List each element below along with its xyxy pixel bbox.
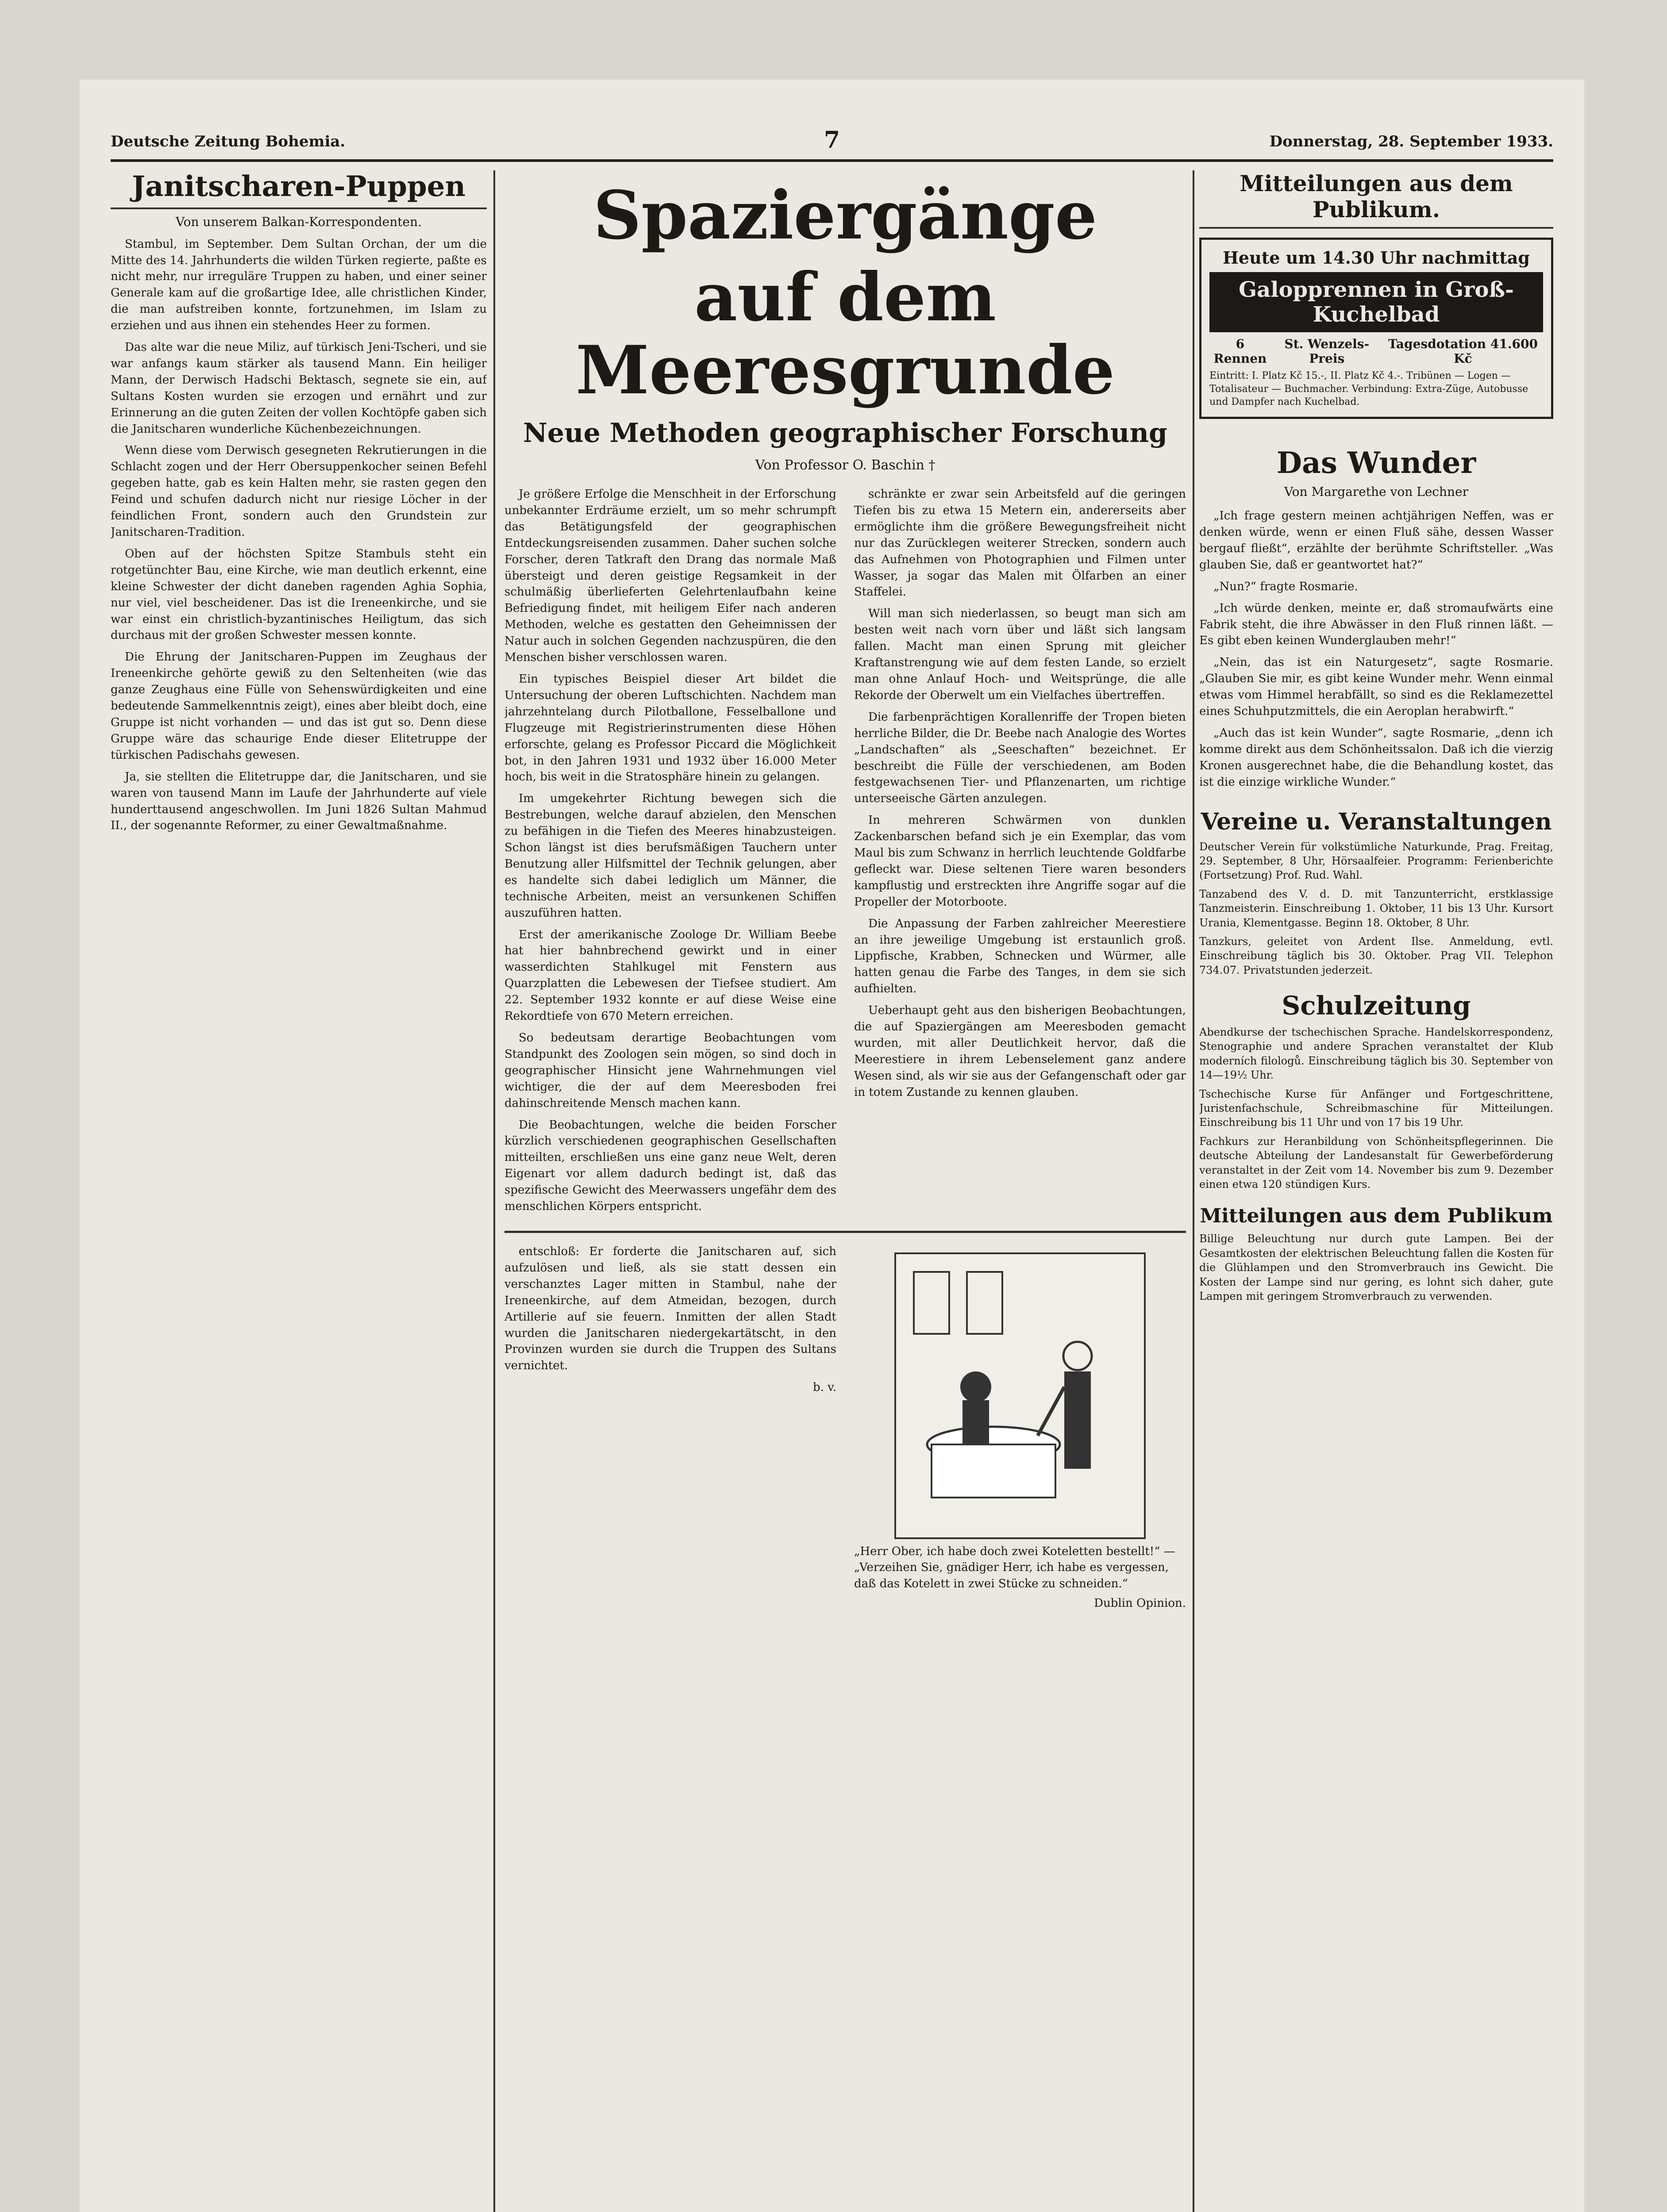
cartoon-block bbox=[854, 1244, 1186, 1612]
column-meeresgrund bbox=[504, 170, 1186, 2212]
listing-item: Tanzabend des V. d. D. mit Tanzunterricht, erstklassige Tanzmeisterin. Einschreibung 1. Oktober, 11 bis 13 Uhr. Kursort Urania, Klementgasse. Beginn 18. Oktober, 8 Uhr. bbox=[1199, 887, 1553, 929]
vereine-title: Vereine u. Veranstaltungen bbox=[1201, 808, 1552, 835]
article-paragraph: schränkte er zwar sein Arbeitsfeld auf die geringen Tiefen bis zu etwa 15 Metern ein, andererseits aber ermöglichte ihm die größere Bewegungsfreiheit nicht nur das Zurücklegen weiterer Strecken, sondern auch das Aufnehmen von Photographien und Filmen unter Wasser, ja sogar das Malen mit Ölfarben an einer Staffelei. bbox=[854, 488, 1186, 599]
meeresgrund-body bbox=[504, 486, 1186, 1220]
article-paragraph: Die Anpassung der Farben zahlreicher Meerestiere an ihre jeweilige Umgebung ist erstaunlich groß. Lippfische, Krabben, Schnecken und Würmer, alle hatten genau die Farbe des Tanges, in dem sie sich aufhielten. bbox=[854, 917, 1186, 996]
paper-name: Deutsche Zeitung Bohemia. bbox=[111, 133, 346, 150]
meeresgrund-title-line1: Spaziergänge bbox=[593, 177, 1097, 254]
article-paragraph: Die Ehrung der Janitscharen-Puppen im Zeughaus der Ireneenkirche gehörte gewiß zu den Seltenheiten (wie das ganze Zeughaus eine Fülle von Sehenswürdigkeiten und eine bedeutende Sammelkenntnis zeigt), eines aber bleibt doch, eine Gruppe ist nicht vorhanden — und das ist gut so. Denn diese Gruppe wäre das schaurige Ende dieser Elitetruppe der türkischen Padischahs gewesen. bbox=[111, 650, 487, 762]
meeresgrund-title-line2: auf dem Meeresgrunde bbox=[575, 258, 1115, 409]
wunder-byline: Von Margarethe von Lechner bbox=[1284, 484, 1468, 499]
article-paragraph: Je größere Erfolge die Menschheit in der Erforschung unbekannter Erdräume erzielt, um so mehr schrumpft das Betätigungsfeld der geographischen Entdeckungsreisenden zusammen. Daher suchen solche Forscher, deren Tatkraft den Drang das normale Maß übersteigt und deren geistige Regsamkeit in der schulmäßig überlieferten Gelehrtenlaufbahn keine Befriedigung findet, mit heiligem Eifer nach anderen Methoden, welche es gestatten den Geheimnissen der Natur auch in solchen Gegenden nachzuspüren, die den Menschen bisher verschlossen waren. bbox=[504, 488, 836, 664]
ad-small-print: Eintritt: I. Platz Kč 15.-, II. Platz Kč 4.-. Tribünen — Logen — Totalisateur — Buchmacher. Verbindung: Extra-Züge, Autobusse und Dampfer nach Kuchelbad. bbox=[1209, 370, 1528, 408]
issue-date: Donnerstag, 28. September 1933. bbox=[1269, 133, 1553, 150]
janitscharen-headline: Janitscharen-Puppen bbox=[111, 170, 487, 209]
column-divider bbox=[1193, 170, 1194, 2212]
publikum-header: Mitteilungen aus dem Publikum. bbox=[1199, 170, 1553, 229]
article-paragraph: „Ich frage gestern meinen achtjährigen Neffen, was er denken würde, wenn er einen Fluß sähe, dessen Wasser bergauf fließt“, erzählte der berühmte Schriftsteller. „Was glauben Sie, daß er geantwortet hat?“ bbox=[1199, 509, 1553, 572]
article-paragraph: entschloß: Er forderte die Janitscharen auf, sich aufzulösen und ließ, als sie statt dessen ein verschanztes Lager mitten in Stambul, nahe der Ireneenkirche, auf dem Atmeidan, bezogen, durch Artillerie auf sie feuern. Inmitten der allen Stadt wurden die Janitscharen niedergekartätscht, in den Provinzen wurden sie durch die Truppen des Sultans vernichtet. bbox=[504, 1244, 836, 1373]
article-paragraph: „Nein, das ist ein Naturgesetz“, sagte Rosmarie. „Glauben Sie mir, es gibt keine Wunder mehr. Wenn einmal etwas vom Himmel herabfällt, so sind es die Reklamezettel eines Schuhputzmittels, die ein Aeroplan herabwirft.“ bbox=[1199, 656, 1553, 718]
listing-item: Fachkurs zur Heranbildung von Schönheitspflegerinnen. Die deutsche Abteilung der Landesanstalt für Gewerbeförderung veranstaltet in der Zeit vom 14. November bis zum 9. Dezember einen etwa 120 stündigen Kurs. bbox=[1199, 1135, 1553, 1190]
schul-title: Schulzeitung bbox=[1282, 991, 1471, 1021]
article-paragraph: Das alte war die neue Miliz, auf türkisch Jeni-Tscheri, und sie war anfangs kaum stärker als tausend Mann. Ein heiliger Mann, der Derwisch Hadschi Bektasch, segnete sie ein, auf Sultans Kosten wurden sie erzogen und ernährt und zur Erinnerung an die guten Zeiten der vollen Kochtöpfe gaben sich die Janitscharen wunderliche Küchenbezeichnungen. bbox=[111, 341, 487, 436]
ad-rennen: 6 Rennen bbox=[1213, 337, 1267, 366]
page-number: 7 bbox=[824, 127, 840, 154]
article-paragraph: „Ich würde denken, meinte er, daß stromaufwärts eine Fabrik steht, die ihre Abwässer in den Fluß rinnen läßt. — Es gibt eben keinen Wunderglauben mehr!“ bbox=[1199, 601, 1553, 648]
listing-item: Tanzkurs, geleitet von Ardent Ilse. Anmeldung, evtl. Einschreibung täglich bis 30. Oktober. Prag VII. Telephon 734.07. Privatstunden jederzeit. bbox=[1199, 935, 1553, 976]
page-header bbox=[111, 124, 1553, 162]
race-advertisement bbox=[1199, 238, 1553, 419]
cartoon-caption: „Herr Ober, ich habe doch zwei Koteletten bestellt!“ — „Verzeihen Sie, gnädiger Herr, ich habe es vergessen, daß das Kotelett in zwei Stücke zu schneiden.“ bbox=[854, 1544, 1175, 1590]
article-paragraph: Ueberhaupt geht aus den bisherigen Beobachtungen, die auf Spaziergängen am Meeresboden gemacht wurden, mit aller Deutlichkeit hervor, daß die Meerestiere in ihrem Lebenselement ganz andere Wesen sind, als wir sie aus der Gefangenschaft oder gar in totem Zustande zu kennen glauben. bbox=[854, 1004, 1186, 1099]
publikum-title: Mitteilungen aus dem Publikum bbox=[1200, 1205, 1553, 1228]
column-divider bbox=[493, 170, 495, 2212]
listing-item: Tschechische Kurse für Anfänger und Fortgeschrittene, Juristenfachschule, Schreibmaschine für Mitteilungen. Einschreibung bis 11 Uhr und von 17 bis 19 Uhr. bbox=[1199, 1087, 1553, 1129]
meeresgrund-byline: Von Professor O. Baschin † bbox=[755, 457, 936, 473]
column-right bbox=[1199, 170, 1553, 2212]
article-paragraph: Will man sich niederlassen, so beugt man sich am besten weit nach vorn über und läßt sich langsam fallen. Macht man einen Sprung mit gleicher Kraftanstrengung wie auf dem festen Lande, so erzielt man ohne Anlauf Hoch- und Weitsprünge, die alle Rekorde der Oberwelt um ein Vielfaches übertreffen. bbox=[854, 607, 1186, 702]
janitscharen-byline: Von unserem Balkan-Korrespondenten. bbox=[175, 214, 422, 229]
article-paragraph: „Nun?“ fragte Rosmarie. bbox=[1213, 580, 1358, 593]
article-paragraph: Die farbenprächtigen Korallenriffe der Tropen bieten herrliche Bilder, die Dr. Beebe nach Analogie des Wortes „Landschaften“ als „Seeschaften“ bezeichnet. Er beschreibt die Fülle der verschiedenen, am Boden festgewachsenen Tier- und Pflanzenarten, um richtige unterseeische Gärten anzulegen. bbox=[854, 710, 1186, 806]
article-paragraph: Stambul, im September. Dem Sultan Orchan, der um die Mitte des 14. Jahrhunderts die wilden Türken regierte, paßte es nicht mehr, nur irreguläre Truppen zu haben, und einer seiner Generale kam auf die großartige Idee, alle christlichen Kinder, die man aufstreiben konnte, fortzunehmen, im Islam zu erziehen und aus ihnen ein stehendes Heer zu formen. bbox=[111, 237, 487, 333]
cartoon-source: Dublin Opinion. bbox=[1094, 1597, 1186, 1610]
listing-item: Abendkurse der tschechischen Sprache. Handelskorrespondenz, Stenographie und andere Sprachen veranstaltet der Klub moderních filologů. Einschreibung täglich bis 30. September von 14—19½ Uhr. bbox=[1199, 1026, 1553, 1082]
ad-details bbox=[1209, 337, 1543, 366]
ad-total: Tagesdotation 41.600 Kč bbox=[1388, 337, 1538, 366]
article-paragraph: Die Beobachtungen, welche die beiden Forscher kürzlich verschiedenen geographischen Gesellschaften mitteilten, erschließen uns eine ganz neue Welt, deren Eigenart vor allem dadurch bedingt ist, daß das spezifische Gewicht des Meerwassers ungefähr dem des menschlichen Körpers entspricht. bbox=[504, 1118, 836, 1214]
cartoon-image bbox=[894, 1252, 1146, 1539]
article-paragraph: Erst der amerikanische Zoologe Dr. William Beebe hat hier bahnbrechend gewirkt und in einer wasserdichten Stahlkugel mit Fenstern aus Quarzplatten die Lebewesen der Tiefsee studiert. Am 22. September 1932 konnte er auf diese Weise eine Rekordtiefe von 670 Metern erreichen. bbox=[504, 928, 836, 1023]
article-paragraph: So bedeutsam derartige Beobachtungen vom Standpunkt des Zoologen sein mögen, so sind doch in geographischer Hinsicht jene Wahrnehmungen viel wichtiger, die der auf dem Meeresboden frei dahinschreitende Mensch machen kann. bbox=[504, 1031, 836, 1110]
article-paragraph: Ja, sie stellten die Elitetruppe dar, die Janitscharen, und sie waren von tausend Mann im Laufe der Jahrhunderte auf viele hunderttausend angeschwollen. Im Juni 1826 Sultan Mahmud II., der sogenannte Reformer, zu einer Gewaltmaßnahme. bbox=[111, 770, 487, 833]
article-paragraph: In mehreren Schwärmen von dunklen Zackenbarschen befand sich je ein Exemplar, das vom Maul bis zum Schwanz in herrlich leuchtende Goldfarbe gefleckt war. Diese seltenen Tiere waren besonders kampflustig und erstreckten ihre Angriffe sogar auf die Propeller der Motorboote. bbox=[854, 814, 1186, 909]
article-paragraph: „Auch das ist kein Wunder“, sagte Rosmarie, „denn ich komme direkt aus dem Schönheitssalon. Daß ich die vierzig Kronen ausgerechnet habe, die die Behandlung kostet, das ist die einzige wirkliche Wunder.“ bbox=[1199, 726, 1553, 789]
lower-section bbox=[504, 1244, 1186, 1612]
meeresgrund-subtitle: Neue Methoden geographischer Forschung bbox=[523, 418, 1167, 449]
janitscharen-continuation bbox=[504, 1244, 836, 1612]
article-signature: b. v. bbox=[812, 1381, 836, 1394]
meeresgrund-right-column bbox=[854, 486, 1186, 1220]
article-paragraph: Oben auf der höchsten Spitze Stambuls steht ein rotgetünchter Bau, eine Kirche, wie man deutlich erkennt, eine kleine Schwester der dicht daneben ragenden Aghia Sophia, nur viel, viel bescheidener. Das ist die Ireneenkirche, und sie war einst ein christlich-byzantinisches Heiligtum, das sich durchaus mit der großen Schwester messen konnte. bbox=[111, 547, 487, 642]
ad-race-title: Galopprennen in Groß-Kuchelbad bbox=[1209, 272, 1543, 332]
article-paragraph: Wenn diese vom Derwisch gesegneten Rekrutierungen in die Schlacht zogen und der Herr Obersuppenkocher seinen Befehl gegeben hatte, gab es kein Halten mehr, sie rasten gegen den Feind und schufen dadurch nicht nur riesige Löcher in der feindlichen Front, sondern auch den Grundstein zur Janitscharen-Tradition. bbox=[111, 444, 487, 539]
listing-item: Deutscher Verein für volkstümliche Naturkunde, Prag. Freitag, 29. September, 8 Uhr, Hörsaalfeier. Programm: Ferienberichte (Fortsetzung) Prof. Rud. Wahl. bbox=[1199, 840, 1553, 882]
column-janitscharen bbox=[111, 170, 487, 2212]
ad-time: Heute um 14.30 Uhr nachmittag bbox=[1223, 248, 1530, 268]
wunder-title: Das Wunder bbox=[1276, 445, 1476, 480]
article-paragraph: Ein typisches Beispiel dieser Art bildet die Untersuchung der oberen Luftschichten. Nachdem man jahrzehntelang durch Pilotballone, Fesselballone und Flugzeuge mit Registrierinstrumenten diese Höhen erforschte, gelang es Professor Piccard die Möglichkeit bot, in den Jahren 1931 und 1932 über 16.000 Meter hoch, bis weit in die Stratosphäre hinein zu gelangen. bbox=[504, 672, 836, 784]
article-paragraph: Im umgekehrter Richtung bewegen sich die Bestrebungen, welche darauf abzielen, den Menschen zu befähigen in die Tiefen des Meeres hinabzusteigen. Schon längst ist dies berufsmäßigen Tauchern unter Benutzung aller Hilfsmittel der Technik gelungen, aber es handelte sich dabei lediglich um Männer, die technische Arbeiten, meist an versunkenen Schiffen auszuführen hatten. bbox=[504, 792, 836, 920]
publikum-text: Billige Beleuchtung nur durch gute Lampen. Bei der Gesamtkosten der elektrischen Beleuchtung fallen die Kosten für die Glühlampen und den Stromverbrauch ins Gewicht. Die Kosten der Lampe sind nur gering, es lohnt sich daher, gute Lampen mit geringem Stromverbrauch zu verwenden. bbox=[1199, 1233, 1553, 1302]
section-divider bbox=[504, 1231, 1186, 1233]
meeresgrund-left-column bbox=[504, 486, 836, 1220]
newspaper-page bbox=[80, 80, 1584, 2212]
ad-prize: St. Wenzels-Preis bbox=[1284, 337, 1370, 366]
